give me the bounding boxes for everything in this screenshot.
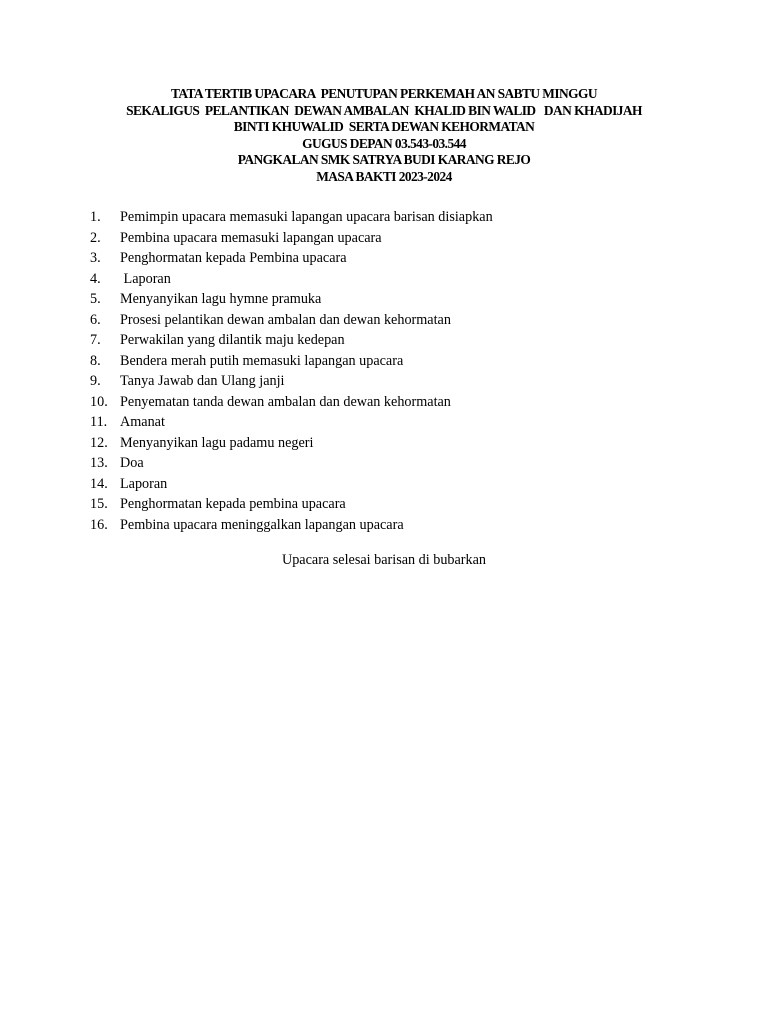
list-item <box>90 474 168 495</box>
list-item <box>90 515 404 536</box>
list-item <box>90 433 314 454</box>
list-item <box>90 310 451 331</box>
item-text: Pembina upacara meninggalkan lapangan upacara <box>120 516 404 533</box>
list-item <box>90 207 493 228</box>
closing-statement: Upacara selesai barisan di bubarkan <box>281 552 487 568</box>
title-line: TATA TERTIB UPACARA PENUTUPAN PERKEMAH AN SABTU MINGGU <box>170 86 598 101</box>
item-number: 11. <box>90 414 108 430</box>
item-text: Penyematan tanda dewan ambalan dan dewan kehormatan <box>120 393 451 410</box>
list-item <box>90 248 347 269</box>
item-text: Penghormatan kepada Pembina upacara <box>120 250 347 266</box>
item-number: 12. <box>90 434 108 451</box>
item-text: Pemimpin upacara memasuki lapangan upacara barisan disiapkan <box>120 209 493 225</box>
list-item <box>90 351 404 372</box>
item-text: Menyanyikan lagu hymne pramuka <box>120 291 322 307</box>
list-item <box>90 392 451 413</box>
list-item <box>90 228 382 249</box>
item-text: Bendera merah putih memasuki lapangan upacara <box>120 352 404 369</box>
item-number: 3. <box>90 250 101 266</box>
item-number: 5. <box>90 291 101 307</box>
list-item <box>90 412 165 433</box>
item-text: Pembina upacara memasuki lapangan upacara <box>120 229 382 246</box>
list-item <box>90 494 346 515</box>
document-title <box>60 86 708 186</box>
title-line: GUGUS DEPAN 03.543-03.544 <box>302 135 466 151</box>
item-number: 15. <box>90 496 108 512</box>
title-line: BINTI KHUWALID SERTA DEWAN KEHORMATAN <box>233 119 535 135</box>
item-number: 6. <box>90 311 101 328</box>
item-number: 9. <box>90 373 101 389</box>
item-text: Laporan <box>120 475 168 492</box>
item-number: 8. <box>90 352 101 369</box>
list-item <box>90 289 322 310</box>
list-item <box>90 453 144 474</box>
list-item <box>90 330 345 351</box>
list-item <box>90 371 285 392</box>
item-text: Amanat <box>120 414 165 430</box>
item-text: Menyanyikan lagu padamu negeri <box>120 434 314 451</box>
ceremony-order-list <box>90 207 493 535</box>
item-text: Penghormatan kepada pembina upacara <box>120 496 346 512</box>
item-text: Laporan <box>120 270 171 287</box>
item-number: 2. <box>90 229 101 246</box>
item-text: Perwakilan yang dilantik maju kedepan <box>120 332 345 348</box>
item-text: Doa <box>120 455 144 471</box>
title-line: SEKALIGUS PELANTIKAN DEWAN AMBALAN KHALID BIN WALID DAN KHADIJAH <box>126 102 642 118</box>
item-number: 7. <box>90 332 101 348</box>
item-number: 4. <box>90 270 101 287</box>
item-number: 16. <box>90 516 108 533</box>
item-number: 14. <box>90 475 108 492</box>
list-item <box>90 269 171 290</box>
item-text: Prosesi pelantikan dewan ambalan dan dewan kehormatan <box>120 311 451 328</box>
title-line: MASA BAKTI 2023-2024 <box>316 168 452 184</box>
title-line: PANGKALAN SMK SATRYA BUDI KARANG REJO <box>237 152 531 168</box>
item-number: 13. <box>90 455 108 471</box>
item-text: Tanya Jawab dan Ulang janji <box>120 373 285 389</box>
item-number: 10. <box>90 393 108 410</box>
item-number: 1. <box>90 209 101 225</box>
